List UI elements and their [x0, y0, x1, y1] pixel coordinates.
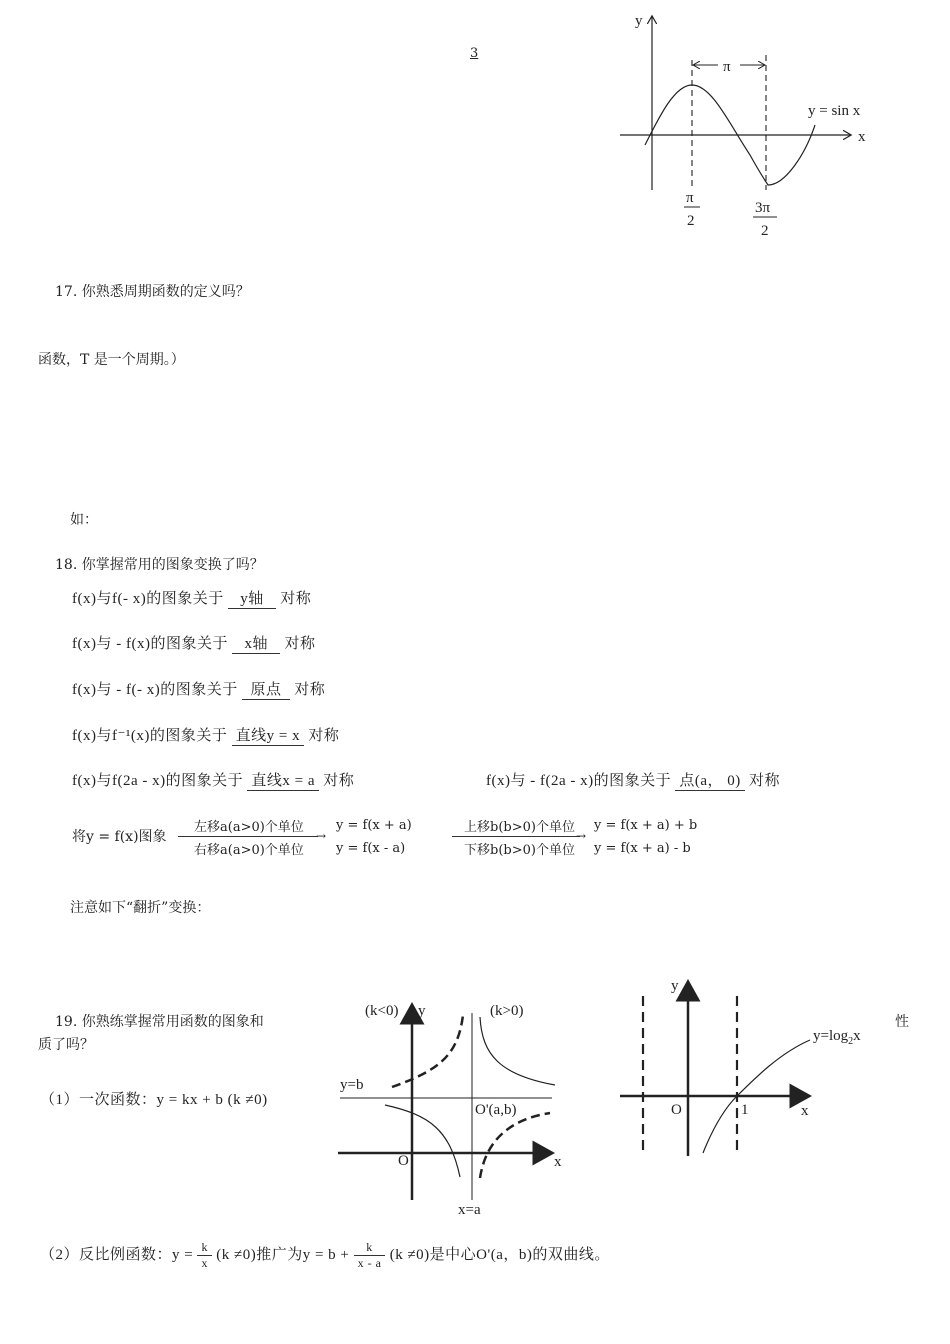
hyp-y-label: y: [418, 1003, 426, 1019]
item2-frac2: $\frac{k}{x - a}$: [354, 1240, 386, 1271]
hyp-x-label: x: [554, 1154, 562, 1170]
rule-2: f(x)与 - f(x)的图象关于 x轴 对称: [72, 636, 316, 652]
rule-1: f(x)与f(- x)的图象关于 y轴 对称: [72, 591, 312, 607]
hyp-xa-label: x=a: [458, 1202, 481, 1218]
shift-down: 下移b(b>0)个单位: [464, 843, 575, 858]
q19-title: 19. 你熟练掌握常用函数的图象和: [55, 1014, 264, 1030]
hyp-kneg-upper-dashed: [392, 1015, 463, 1087]
q17-example: 如：: [70, 512, 98, 528]
sine-curve-label: y = sin x: [808, 103, 861, 119]
rule-2-answer: x轴: [232, 635, 280, 654]
log-curve-label: $y=\log_2x$: [813, 1028, 861, 1047]
sine-x-label: x: [858, 129, 866, 145]
rule-4: f(x)与f⁻¹(x)的图象关于 直线y = x 对称: [72, 728, 340, 744]
rule-4-answer: 直线y = x: [232, 727, 304, 746]
log-one-label: 1: [741, 1102, 749, 1118]
rule-5-answer: 直线x = a: [247, 772, 319, 791]
q18-title: 18. 你掌握常用的图象变换了吗？: [55, 557, 264, 573]
rule-6: f(x)与 - f(2a - x)的图象关于 点(a， 0) 对称: [486, 773, 781, 789]
shift-up: 上移b(b>0)个单位: [464, 820, 575, 835]
hyp-kpos-lower-dashed: [480, 1113, 550, 1178]
log-graph: [615, 978, 861, 1158]
rule-1-answer: y轴: [228, 590, 276, 609]
hyp-center-label: O'(a,b): [475, 1102, 517, 1118]
rule-3: f(x)与 - f(- x)的图象关于 原点 对称: [72, 682, 326, 698]
q17-line2: 函数，T 是一个周期。）: [38, 352, 185, 368]
hyp-kneg-label: (k<0): [365, 1003, 399, 1019]
shift-left: 左移a(a>0)个单位: [194, 820, 304, 835]
sine-graph: [600, 5, 900, 255]
q17-title: 17. 你熟悉周期函数的定义吗？: [55, 284, 250, 300]
rule-3-answer: 原点: [242, 681, 290, 700]
shift-res-right: y = f(x - a): [336, 841, 406, 856]
tick2-den: 2: [761, 223, 769, 239]
page-marker: 3: [470, 46, 479, 61]
sine-y-label: y: [635, 13, 643, 29]
q19-item1: （1）一次函数：y = kx + b (k ≠0): [40, 1092, 268, 1108]
q18-note: 注意如下“翻折”变换：: [70, 900, 211, 916]
hyperbola-graph: [330, 995, 570, 1218]
q19-title-tail: 性: [895, 1014, 909, 1030]
shift-res-left: y = f(x + a): [336, 818, 412, 833]
shift-lead: 将y = f(x)图象: [72, 829, 167, 845]
hyp-kneg-lower: [385, 1105, 460, 1177]
item2-frac1: $\frac{k}{x}$: [197, 1240, 212, 1271]
tick1-den: 2: [687, 213, 695, 229]
log-x-label: x: [801, 1103, 809, 1119]
q19-title-line2: 质了吗？: [38, 1037, 94, 1053]
hyp-origin-label: O: [398, 1153, 409, 1169]
shift-right: 右移a(a>0)个单位: [194, 843, 304, 858]
shift-res-up: y = f(x + a) + b: [594, 818, 698, 833]
tick2-num: 3π: [755, 200, 771, 216]
hyp-kpos-label: (k>0): [490, 1003, 524, 1019]
rule-6-answer: 点(a， 0): [675, 772, 744, 791]
rule-5: f(x)与f(2a - x)的图象关于 直线x = a 对称: [72, 773, 355, 789]
shift-res-down: y = f(x + a) - b: [594, 841, 691, 856]
log-origin-label: O: [671, 1102, 682, 1118]
period-label: π: [723, 59, 731, 75]
q19-item2: （2）反比例函数：y = $\frac{k}{x}$ (k ≠0)推广为y = b + $\frac{k}{x - a}$ (k ≠0)是中心O'(a，b)的双曲线。: [40, 1240, 610, 1270]
tick1-num: π: [686, 190, 694, 206]
log-y-label: y: [671, 978, 679, 994]
hyp-kpos-upper: [480, 1017, 555, 1085]
hyp-yb-label: y=b: [340, 1077, 364, 1093]
